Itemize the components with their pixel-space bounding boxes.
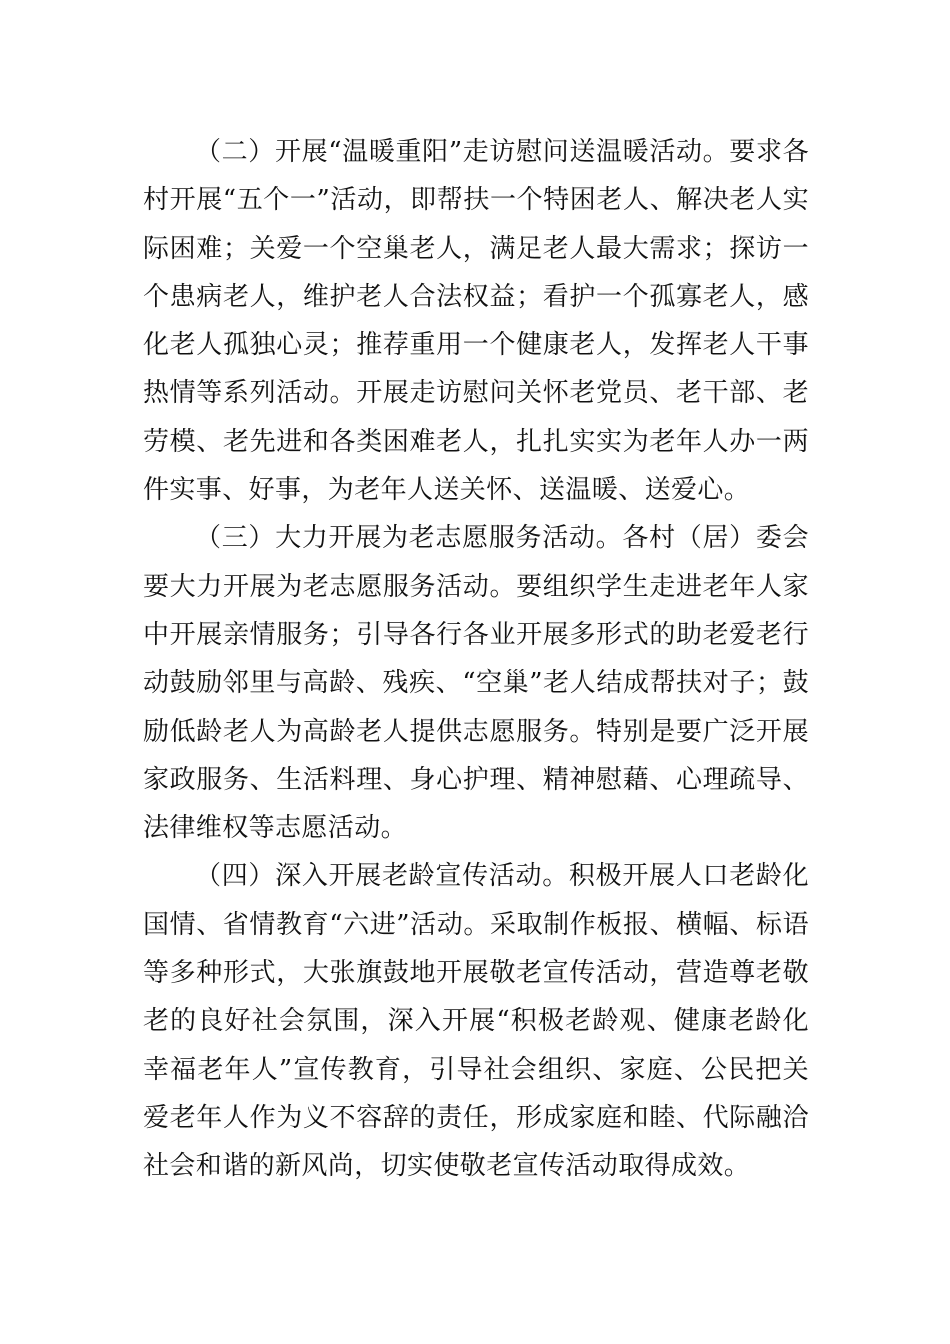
paragraph-3-volunteer-service: （三）大力开展为老志愿服务活动。各村（居）委会要大力开展为老志愿服务活动。要组织学生走进老年人家中开展亲情服务；引导各行各业开展多形式的助老爱老行动鼓励邻里与高龄、残疾、“空巢”老人结成帮扶对子；鼓励低龄老人为高龄老人提供志愿服务。特别是要广泛开展家政服务、生活料理、身心护理、精神慰藉、心理疏导、法律维权等志愿活动。 bbox=[143, 523, 809, 844]
paragraph-2-home-visits: （二）开展“温暖重阳”走访慰问送温暖活动。要求各村开展“五个一”活动，即帮扶一个特困老人、解决老人实际困难；关爱一个空巢老人，满足老人最大需求；探访一个患病老人，维护老人合法权益；看护一个孤寡老人，感化老人孤独心灵；推荐重用一个健康老人，发挥老人干事热情等系列活动。开展走访慰问关怀老党员、老干部、老劳模、老先进和各类困难老人，扎扎实实为老年人办一两件实事、好事，为老年人送关怀、送温暖、送爱心。 bbox=[143, 137, 809, 506]
paragraph-4-publicity: （四）深入开展老龄宣传活动。积极开展人口老龄化国情、省情教育“六进”活动。采取制作板报、横幅、标语等多种形式，大张旗鼓地开展敬老宣传活动，营造尊老敬老的良好社会氛围，深入开展“积极老龄观、健康老龄化幸福老年人”宣传教育，引导社会组织、家庭、公民把关爱老年人作为义不容辞的责任，形成家庭和睦、代际融洽社会和谐的新风尚，切实使敬老宣传活动取得成效。 bbox=[143, 861, 809, 1182]
document-body bbox=[143, 128, 809, 1191]
